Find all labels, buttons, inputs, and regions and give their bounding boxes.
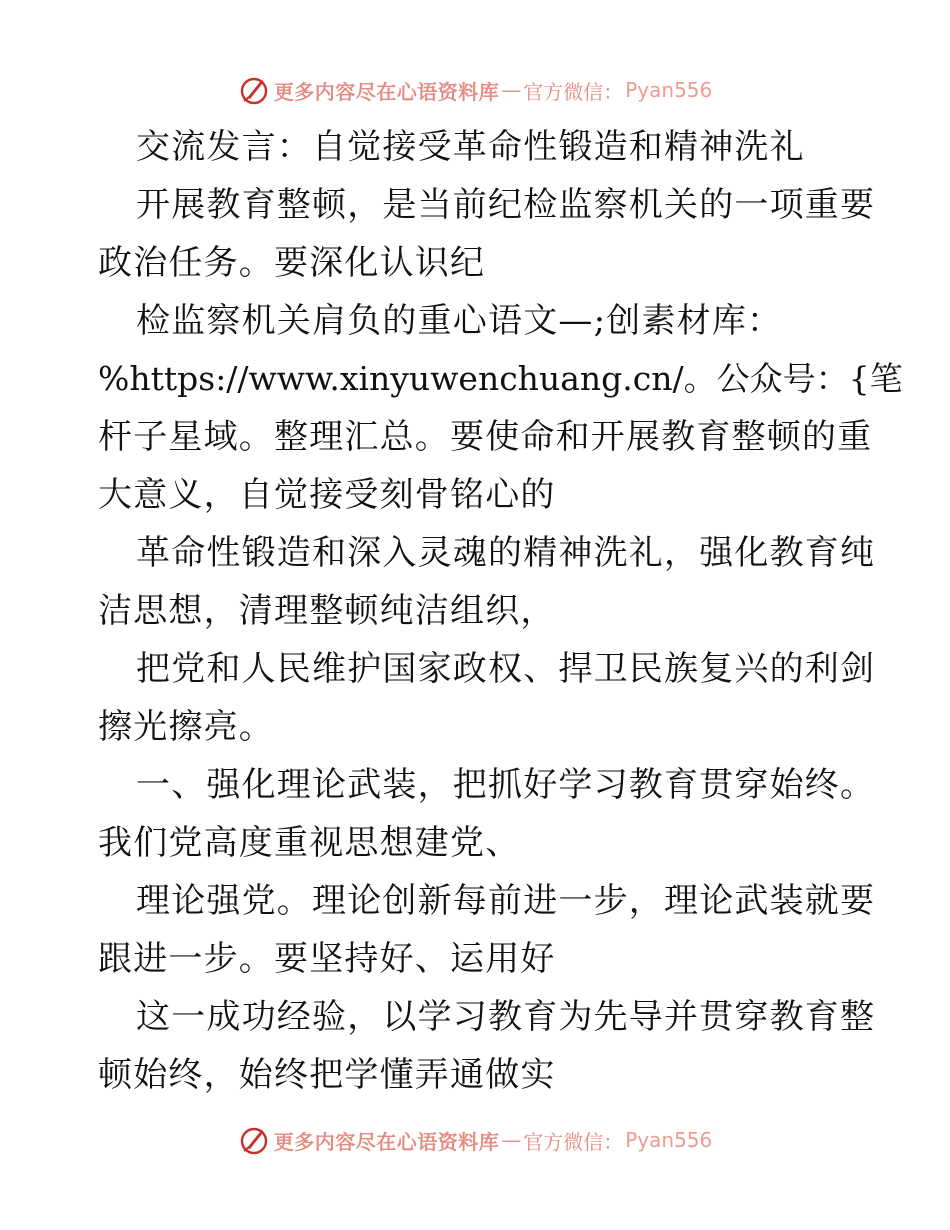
text-line-url: %https://www.xinyuwenchuang.cn/。公众号：{笔 (98, 359, 903, 398)
watermark-site-text: 更多内容尽在心语资料库 (273, 1129, 500, 1154)
text-line: 杆子星域。整理汇总。要使命和开展教育整顿的重 (98, 417, 873, 457)
section-heading-line: 一、强化理论武装，把抓好学习教育贯穿始终。 (136, 765, 876, 805)
text-line: 这一成功经验，以学习教育为先导并贯穿教育整 (136, 997, 876, 1037)
text-line: 理论强党。理论创新每前进一步，理论武装就要 (136, 881, 876, 921)
watermark-site-text: 更多内容尽在心语资料库 (273, 79, 500, 104)
footer-watermark (0, 1120, 950, 1160)
watermark-label: 官方微信： (523, 1129, 624, 1154)
text-line: 革命性锻造和深入灵魂的精神洗礼，强化教育纯 (136, 533, 876, 573)
watermark-label: 官方微信： (523, 79, 624, 104)
text-line: 擦光擦亮。 (98, 707, 274, 747)
title-line: 交流发言：自觉接受革命性锻造和精神洗礼 (136, 127, 805, 167)
text-line: 检监察机关肩负的重心语文—;创素材库： (136, 301, 783, 341)
watermark-separator: — (501, 1128, 522, 1152)
text-line: 跟进一步。要坚持好、运用好 (98, 939, 556, 979)
watermark-wechat-id: Pyan556 (625, 1128, 713, 1152)
quill-logo-icon (238, 74, 270, 106)
quill-logo-icon (238, 1124, 270, 1156)
watermark-separator: — (501, 78, 522, 102)
document-body (98, 118, 903, 1104)
text-line: 政治任务。要深化认识纪 (98, 243, 486, 283)
header-watermark (0, 70, 950, 110)
text-line: 洁思想，清理整顿纯洁组织， (98, 591, 556, 631)
text-line: 大意义，自觉接受刻骨铭心的 (98, 475, 556, 515)
text-line: 我们党高度重视思想建党、 (98, 823, 521, 863)
text-line: 开展教育整顿，是当前纪检监察机关的一项重要 (136, 185, 876, 225)
text-line: 顿始终，始终把学懂弄通做实 (98, 1055, 556, 1095)
watermark-wechat-id: Pyan556 (625, 78, 713, 102)
text-line: 把党和人民维护国家政权、捍卫民族复兴的利剑 (136, 649, 876, 689)
